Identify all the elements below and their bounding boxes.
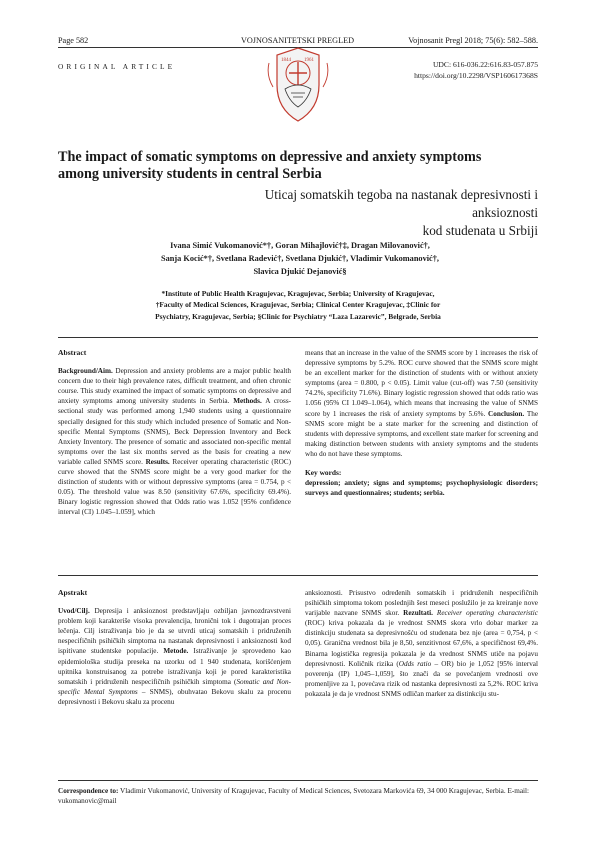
footer-rule	[58, 780, 538, 781]
rezultati-text-3: – OR) bio je 1,052 [95% interval poverenja (IP) 1,045–1,059], što znači da se povećanjem vrednosti ove promenljive za 1, povećava rizik od nastanka depresivnosti za 5,2%. ROC kriva pokazala je da je vrednost SNMS odličan marker za distinkciju stu-	[305, 659, 538, 698]
keywords-heading: Key words:	[305, 468, 342, 478]
metode-label: Metode.	[163, 647, 189, 656]
correspondence-text: Vladimir Vukomanović, University of Kragujevac, Faculty of Medical Sciences, Svetozara Markovića 69, 34 000 Kragujevac, Serbia. E-mail: vukomanovic@mail	[58, 787, 530, 806]
author-list	[110, 239, 490, 279]
rezultati-italic-2: Odds ratio	[398, 659, 432, 668]
conclusion-text: The SNMS score might be a state marker for the screening and distinction of students with depressive symptoms, and excellent state marker for screening and making distinction between students with anxiety symptoms and the students who do not have these symptoms.	[305, 409, 539, 458]
subtitle-line: kod studenata u Srbiji	[422, 223, 538, 238]
logo-year-right: 1961	[304, 58, 314, 63]
keywords-list: depression; anxiety; signs and symptoms; psychophysiologic disorders; surveys and questionnaires; students; serbia.	[305, 478, 538, 498]
doi-link[interactable]: https://doi.org/10.2298/VSP160617368S	[414, 71, 538, 80]
title-line: among university students in central Serbia	[58, 166, 322, 182]
metode-text-2: – SNMS), obuhvatao Bekovu skalu za procenu depresivnosti i Bekovu skalu za procenu	[58, 687, 291, 706]
results-text: Receiver operating characteristic (ROC) curve showed that the SNMS score might be a very good marker for the distinction of students with or without depressive symptoms (area = 0.754, p < 0.05). The threshold value was 8.50 (sensitivity 67.6%, specificity 69.4%). Binary logistic regression showed that Odds ratio was 1.052 [95% confidence interval (CI) 1.045–1.059], which	[58, 457, 291, 517]
journal-logo	[267, 45, 329, 127]
udc-code: UDC: 616-036.22:616.83-057.875	[432, 60, 538, 69]
affiliations	[92, 288, 504, 322]
journal-citation: Vojnosanit Pregl 2018; 75(6): 582–588.	[408, 36, 538, 45]
abstract-left-column	[58, 348, 291, 518]
apstrakt-heading: Apstrakt	[58, 588, 88, 597]
uvod-text: Depresija i anksioznost predstavljaju ozbiljan javnozdravstveni problem koji karakteriše visoka prevalencija, hronični tok i dugotrajan proces lečenja. Cilj istraživanja bio je da se utvrdi uticaj somatskih i pridruženih nespecifičnih psihičkih simptoma na nastanak depresivnosti i anksioznosti kod ispitivane studentske populacije.	[58, 607, 291, 656]
page-number: Page 582	[58, 36, 89, 45]
apstrakt-left-column	[58, 588, 291, 707]
correspondence-note	[58, 786, 538, 806]
rezultati-intro: anksioznosti. Prisustvo određenih somatskih i pridruženih nespecifičnih psihičkih simptoma tokom poslednjih šest meseci poslužilo je za kreiranje nove varijable nazvane SNMS skor.	[305, 589, 538, 618]
apstrakt-right-column	[305, 588, 538, 699]
abstract-heading: Abstract	[58, 348, 87, 357]
author-line: Sanja Kocić*†, Svetlana Radević†, Svetlana Djukić†, Vladimir Vukomanović†,	[161, 254, 439, 264]
metode-text: Istraživanje je sprovedeno kao epidemiološka studija preseka na uzorku od 1 940 studenata, korišćenjem upitnika konstruisanog za potrebe istraživanja koji je pored karakteristika somatskih i pridruženih nespecifičnih psihičkih simptoma (	[58, 647, 291, 686]
results-label: Results.	[145, 457, 170, 466]
background-text: Depression and anxiety problems are a major public health concern due to their high prevalence rates, difficult treatment, and often chronic course. This study examined the impact of somatic symptoms on depressive and anxiety symptoms among university students in Serbia.	[58, 367, 291, 406]
author-line: Ivana Simić Vukomanović*†, Goran Mihajlović†‡, Dragan Milovanović†,	[170, 241, 430, 250]
journal-name: VOJNOSANITETSKI PREGLED	[240, 36, 355, 45]
results-continued: means that an increase in the value of the SNMS score by 1 increases the risk of depressive symptoms by 5.2%. ROC curve showed that the SNMS score might be an excellent marker for the distinction of students with or without anxiety symptoms (area = 0.800, p < 0.05). Limit value (cut-off) was 7.50 (sensitivity 74.2%, specificity 71.6%). Binary logistic regression showed that odds ratio was 1.056 (95% CI 1.049–1.064), which means that increasing the value of SNMS score by 1 increases the risk of anxiety symptoms by 5.6%.	[305, 349, 538, 418]
author-line: Slavica Djukić Dejanović§	[253, 267, 347, 277]
rezultati-label: Rezultati.	[403, 609, 433, 618]
affiliation-line: *Institute of Public Health Kragujevac, Kragujevac, Serbia; University of Kragujevac,	[161, 289, 435, 298]
methods-text: A cross-sectional study was performed among 1,940 students using a questionnaire specially designed for this study which included presence of Somatic and Non-specific Mental Symptoms (SNMS), Beck Depression Inventory and Beck Anxiety Inventory. The presence of somatic and associated non-specific mental symptoms over the last six months served as the basis for creating a new variable called SNMS score.	[58, 397, 292, 466]
metode-italic: Somatic and Non-specific Mental Symptoms	[58, 677, 291, 696]
article-title	[58, 149, 538, 183]
rezultati-italic: Receiver operating characteristic	[432, 609, 538, 618]
correspondence-label: Correspondence to:	[58, 787, 119, 795]
emblem-icon	[267, 45, 329, 127]
affiliation-line: Psychiatry, Kragujevac, Serbia; §Clinic for Psychiatry “Laza Lazarevic”, Belgrade, Serbia	[155, 311, 441, 321]
article-subtitle	[238, 186, 538, 240]
article-type: ORIGINAL ARTICLE	[58, 62, 176, 71]
abstract-right-column	[305, 348, 538, 499]
logo-year-left: 1844	[281, 58, 291, 63]
rezultati-text: (ROC) kriva pokazala da je vrednost SNMS skora vrlo dobar marker za distinkciju studenata sa depresivnošću od studenata bez nje (area = 0,754, p < 0,05). Granična vrednost bila je 8,50, senzitivnost 67,6%, a specifičnost 69,4%. Binarna logistička regresija pokazala je da vrednost SNMS utiče na pojavu depresivnosti. Količnik rizika (	[305, 619, 538, 668]
methods-label: Methods.	[233, 397, 262, 406]
affiliation-line: †Faculty of Medical Sciences, Kragujevac, Serbia; Clinical Center Kragujevac, ‡Clinic for	[155, 300, 441, 310]
identifiers	[414, 59, 538, 81]
section-rule	[58, 575, 538, 576]
subtitle-line: Uticaj somatskih tegoba na nastanak depresivnosti i anksioznosti	[264, 187, 538, 220]
background-label: Background/Aim.	[58, 367, 113, 376]
uvod-label: Uvod/Cilj.	[58, 607, 90, 616]
conclusion-label: Conclusion.	[488, 409, 525, 418]
section-rule	[58, 337, 538, 338]
title-line: The impact of somatic symptoms on depressive and anxiety symptoms	[58, 149, 482, 165]
